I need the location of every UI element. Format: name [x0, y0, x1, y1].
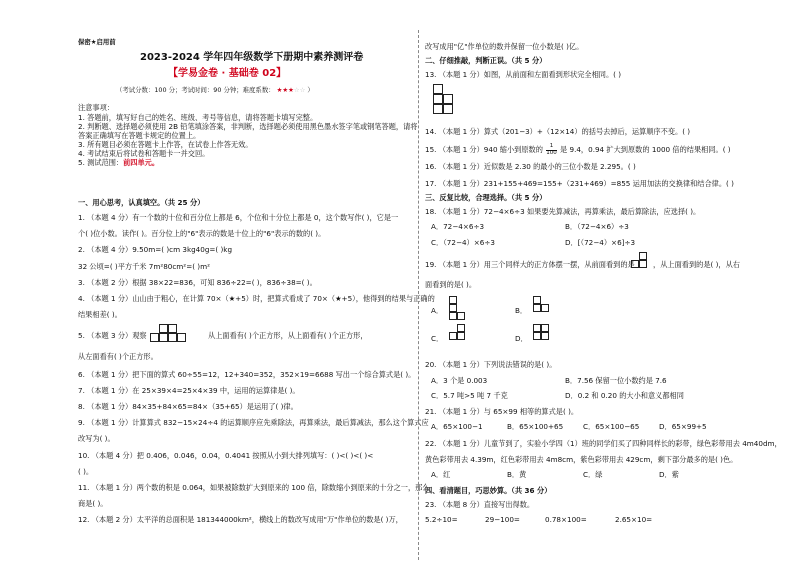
- q19-option-a-figure: [449, 296, 473, 320]
- q19-option-a: A．: [431, 306, 444, 315]
- exam-subtitle: 【学易金卷 · 基础卷 02】: [168, 68, 287, 79]
- section-heading: 一、用心思考，认真填空。（共 25 分）: [78, 198, 205, 207]
- difficulty-stars: [277, 86, 306, 94]
- question-line: 11. （本题 1 分）两个数的积是 0.064，如果被除数扩大到原来的 100 倍，除数缩小到原来的十分之一，那么: [78, 483, 430, 492]
- question-line: 商是( )。: [78, 499, 108, 508]
- question-line: 16. （本题 1 分）近似数是 2.30 的最小的三位小数是 2.295。( ): [425, 162, 636, 171]
- right-column: [425, 0, 782, 562]
- q19-front-view: [631, 252, 655, 270]
- exam-meta: [116, 86, 314, 94]
- option-c: C．（72−4）×6÷3: [431, 238, 495, 247]
- exam-meta-text: （考试分数：100 分；考试时间：90 分钟；难度系数：: [116, 86, 275, 94]
- question-line: 改写成用"亿"作单位的数并保留一位小数是( )亿。: [425, 42, 584, 51]
- note-line: 3. 所有题目必须在答题卡上作答，在试卷上作答无效。: [78, 140, 253, 149]
- question-line: 改写为( )。: [78, 434, 115, 443]
- question-line: 2. （本题 4 分）9.50m=( )cm 3kg40g=( )kg: [78, 245, 233, 254]
- question-line: 32 公顷=( )平方千米 7m²80cm²=( )m²: [78, 262, 210, 271]
- star-empty-icon: ☆: [299, 86, 306, 94]
- q19-option-c-figure: [449, 324, 473, 348]
- fraction-denominator: 100: [546, 149, 557, 156]
- section-heading: 二、仔细推敲，判断正误。（共 5 分）: [425, 56, 547, 65]
- calc-item: 2.65×10=: [615, 515, 653, 524]
- left-column: [78, 0, 435, 562]
- option-b: B．黄: [507, 470, 527, 479]
- question-line: 19. （本题 1 分）用三个同样大的正方体摆一摆，从前面看到的是: [425, 260, 635, 269]
- star-filled-icon: ★: [282, 86, 289, 94]
- q19-option-d: D．: [515, 334, 528, 343]
- note-range-label: 5. 测试范围：: [78, 158, 124, 167]
- question-line: [425, 144, 731, 156]
- question-line: 6. （本题 1 分）把下面的算式 60÷55=12，12+340=352，352×19=6688 写出一个综合算式是( )。: [78, 370, 416, 379]
- question-line: 4. （本题 1 分）山山由于粗心，在计算 70×（★+5）时，把算式看成了 70×（★+5），他得到的结果与正确的: [78, 294, 435, 303]
- section-heading: 三、反复比较，合理选择。（共 5 分）: [425, 193, 547, 202]
- option-d: D．0.2 和 0.20 的大小和意义都相同: [565, 391, 684, 400]
- star-filled-icon: ★: [276, 86, 283, 94]
- question-line: 结果相差( )。: [78, 310, 122, 319]
- question-line: 黄色彩带用去 4.39m，红色彩带用去 4m8cm，紫色彩带用去 429cm，剩下部分最多的是( )色。: [425, 455, 738, 464]
- note-line: 答案正确填写在答题卡规定的位置上。: [78, 131, 201, 140]
- confidential-mark: 保密★启用前: [78, 38, 116, 46]
- note-range-value: 前四单元。: [123, 158, 160, 167]
- question-line: 22. （本题 1 分）儿童节到了，实验小学四（1）班的同学们买了四种同样长的彩带，绿色彩带用去 4m40dm，: [425, 439, 782, 448]
- option-b: B．（72−4×6）÷3: [565, 222, 629, 231]
- section-heading: 四、看清题目，巧思妙算。（共 36 分）: [425, 486, 552, 495]
- option-d: D．紫: [659, 470, 679, 479]
- question-line: 9. （本题 1 分）计算算式 832−15×24÷4 的运算顺序应先乘除法，再算乘法，最后算减法，那么这个算式应: [78, 418, 429, 427]
- question-line: 个( )位小数。读作( )。百分位上的"6"表示的数是十位上的"6"表示的数的( )。: [78, 229, 326, 238]
- question-line: 21. （本题 1 分）与 65×99 相等的算式是( )。: [425, 407, 579, 416]
- option-a: A．3 个是 0.003: [431, 376, 488, 385]
- question-line: 14. （本题 1 分）算式（201−3）+（12×14）的括号去掉后，运算顺序不变。( ): [425, 127, 691, 136]
- option-c: C．5.7 吨>5 吨 7 千克: [431, 391, 508, 400]
- calc-item: 0.78×100=: [545, 515, 587, 524]
- star-filled-icon: ★: [288, 86, 294, 94]
- option-a: A．65×100−1: [431, 422, 483, 431]
- question-line: 5. （本题 3 分）观察: [78, 331, 147, 340]
- note-line: 4. 考试结束后将试卷和答题卡一并交回。: [78, 149, 210, 158]
- question-line: ，从上面看到的是( )，从右: [653, 260, 740, 269]
- q13-cubes-figure: [431, 80, 459, 114]
- calc-item: 29−100=: [485, 515, 520, 524]
- question-line: 13. （本题 1 分）如图，从前面和左面看到形状完全相同。( ): [425, 70, 622, 79]
- question-line: 面看到的是( )。: [425, 280, 477, 289]
- exam-meta-end: ）: [307, 86, 314, 94]
- star-empty-icon: ☆: [293, 86, 300, 94]
- fraction-numerator: 1: [546, 144, 557, 151]
- question-line: 从左面看有( )个正方形。: [78, 352, 158, 361]
- question-line: 8. （本题 1 分）84×35+84×65=84×（35+65）是运用了( )律。: [78, 402, 298, 411]
- option-d: D．65×99+5: [659, 422, 707, 431]
- question-line: 17. （本题 1 分）231+155+469=155+（231+469）=855 运用加法的交换律和结合律。( ): [425, 179, 734, 188]
- q19-option-c: C．: [431, 334, 444, 343]
- question-line: 3. （本题 2 分）根据 38×22=836，可知 836÷22=( )，836÷38=( )。: [78, 278, 317, 287]
- question-line: 18. （本题 1 分）72−4×6÷3 如果要先算减法，再算乘法，最后算除法，应选择( )。: [425, 207, 701, 216]
- question-line: 12. （本题 2 分）太平洋的总面积是 181344000km²，横线上的数改写成用"万"作单位的数是( )万，: [78, 515, 403, 524]
- question-line: 7. （本题 1 分）在 25×39×4=25×4×39 中，运用的运算律是( )。: [78, 386, 300, 395]
- q19-option-b-figure: [533, 296, 557, 320]
- question-line: 从上面看有( )个正方形，从上面看有( )个正方形，: [208, 331, 368, 340]
- option-a: A．72−4×6÷3: [431, 222, 485, 231]
- question-line: 23. （本题 8 分）直接写出得数。: [425, 500, 535, 509]
- exam-title: 2023-2024 学年四年级数学下册期中素养测评卷: [140, 52, 364, 63]
- notes-heading: 注意事项：: [78, 103, 114, 112]
- column-divider: [418, 30, 419, 560]
- option-c: C．绿: [583, 470, 603, 479]
- note-line: 2. 判断题、选择题必须使用 2B 铅笔填涂答案，非判断，选择题必须使用黑色墨水签字笔或钢笔答题，请将: [78, 122, 418, 131]
- q15-text-b: 是 9.4，0.94 扩大到原数的 1000 倍的结果相同。( ): [560, 145, 731, 154]
- note-line: 1. 答题前，填写好自己的姓名、班级、考号等信息，请将答题卡填写完整。: [78, 113, 318, 122]
- question-line: ( )。: [78, 467, 94, 476]
- option-b: B．65×100+65: [507, 422, 564, 431]
- question-line: 20. （本题 1 分）下列说法错误的是( )。: [425, 360, 557, 369]
- q5-cubes-figure: [148, 320, 208, 346]
- note-line: [78, 158, 159, 167]
- q15-fraction: [546, 144, 557, 156]
- question-line: 1. （本题 4 分）有一个数的十位和百分位上都是 6，个位和十分位上都是 0，这个数写作( )，它是一: [78, 213, 399, 222]
- q19-option-b: B．: [515, 306, 528, 315]
- question-line: 10. （本题 4 分）把 0.406，0.046，0.04，0.4041 按照从小到大排列填写：( )<( )<( )<: [78, 451, 374, 460]
- option-d: D．[（72−4）×6]÷3: [565, 238, 636, 247]
- calc-item: 5.2÷10=: [425, 515, 458, 524]
- option-a: A．红: [431, 470, 451, 479]
- option-c: C．65×100−65: [583, 422, 640, 431]
- q19-option-d-figure: [533, 324, 557, 348]
- option-b: B．7.56 保留一位小数约是 7.6: [565, 376, 667, 385]
- q15-text-a: 15. （本题 1 分）940 缩小到原数的: [425, 145, 543, 154]
